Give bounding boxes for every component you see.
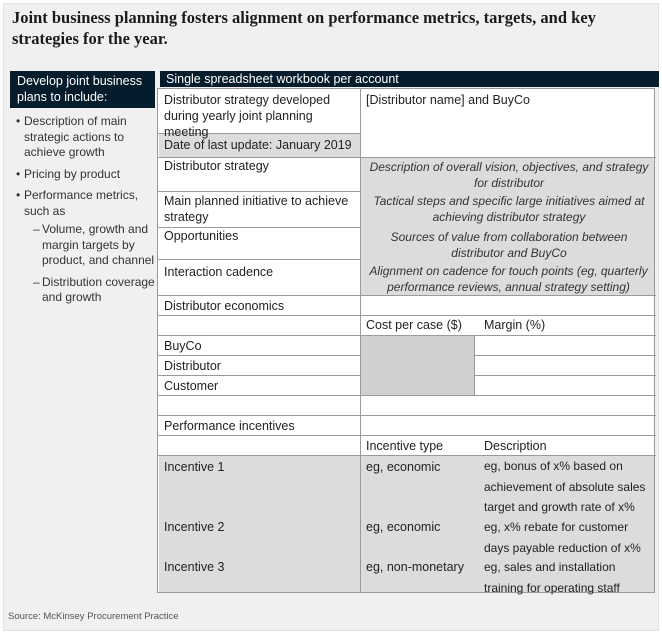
workbook-header: Single spreadsheet workbook per account (160, 71, 659, 87)
left-panel-list (16, 114, 156, 312)
economics-label: Distributor economics (164, 299, 285, 313)
sub-list-item: – Volume, growth and margin targets by product, and channel (16, 222, 156, 269)
margin-column-header: Margin (%) (484, 318, 546, 332)
list-item: • Description of main strategic actions to achieve growth (16, 114, 156, 161)
strategy-label: Interaction cadence (164, 265, 274, 279)
list-item: • Performance metrics, such as (16, 188, 156, 219)
incentive-name: Incentive 2 (164, 520, 225, 534)
workbook-table (157, 88, 655, 593)
strategy-label: Distributor strategy (164, 159, 269, 173)
partner-names: [Distributor name] and BuyCo (366, 93, 530, 107)
incentive-type: eg, economic (366, 460, 441, 474)
exhibit-title: Joint business planning fosters alignment on performance metrics, targets, and key strategies for the year. (12, 8, 596, 48)
incentives-label: Performance incentives (164, 419, 295, 433)
economics-row-customer: Customer (164, 379, 219, 393)
cost-cells (361, 335, 475, 395)
list-item: • Pricing by product (16, 167, 156, 183)
incentive-description-header: Description (484, 439, 547, 453)
incentive-description: eg, sales and installation training for operating staff (484, 560, 620, 595)
source-note: Source: McKinsey Procurement Practice (8, 611, 179, 622)
incentive-type: eg, economic (366, 520, 441, 534)
cost-column-header: Cost per case ($) (366, 318, 462, 332)
strategy-desc: Description of overall vision, objectives, and strategy for distributor (369, 160, 649, 190)
left-panel-header: Develop joint business plans to include: (10, 71, 155, 108)
strategy-desc: Sources of value from collaboration between distributor and BuyCo (390, 230, 628, 260)
incentive-description: eg, bonus of x% based on achievement of absolute sales target and growth rate of x% (484, 459, 646, 514)
economics-row-distributor: Distributor (164, 359, 221, 373)
incentive-type-header: Incentive type (366, 439, 444, 453)
sub-list-item: – Distribution coverage and growth (16, 275, 156, 306)
incentive-description: eg, x% rebate for customer days payable reduction of x% (484, 520, 641, 555)
incentive-name: Incentive 1 (164, 460, 225, 474)
strategy-desc: Tactical steps and specific large initiatives aimed at achieving distributor strategy (373, 194, 645, 224)
incentive-name: Incentive 3 (164, 560, 225, 574)
strategy-desc: Alignment on cadence for touch points (eg, quarterly performance reviews, annual strategy setting) (369, 264, 648, 294)
strategy-label: Opportunities (164, 229, 239, 243)
last-update-date: Date of last update: January 2019 (164, 138, 352, 152)
economics-row-buyco: BuyCo (164, 339, 202, 353)
planning-meeting-label: Distributor strategy developed during yearly joint planning meeting (164, 93, 331, 139)
incentive-type: eg, non-monetary (366, 560, 464, 574)
strategy-label: Main planned initiative to achieve strategy (164, 194, 349, 224)
